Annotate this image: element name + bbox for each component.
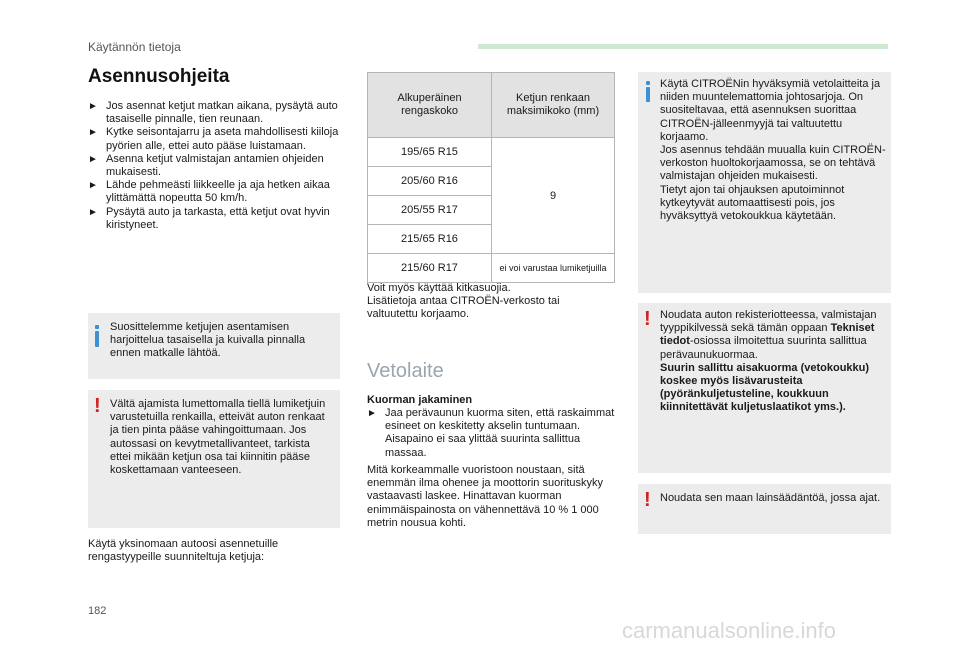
watermark: carmanualsonline.info bbox=[622, 618, 837, 643]
header-bar bbox=[478, 44, 888, 49]
warning-box: ! Vältä ajamista lumettomalla tiellä lumiketjuin varustetuilla renkailla, etteivät auton renkaat ja tien pinta pääse vahingoittumaan. Jos autossasi on kevytmetallivanteet, tarkista ettei mikään ketjun osa tai kiinnitin pääse koskettamaan vanteeseen. bbox=[88, 390, 340, 528]
arrow-bullet-icon: ► bbox=[367, 408, 377, 419]
page-number: 182 bbox=[88, 605, 107, 617]
warning-icon: ! bbox=[644, 308, 651, 330]
table-header: Ketjun renkaan maksimikoko (mm) bbox=[492, 73, 615, 138]
list-item: ► Jos asennat ketjut matkan aikana, pysäytä auto tasaiselle pinnalle, tien reunaan. bbox=[88, 100, 338, 126]
table-cell: 215/65 R16 bbox=[368, 225, 492, 254]
subheading: Kuorman jakaminen bbox=[367, 394, 473, 406]
table-header: Alkuperäinen rengaskoko bbox=[368, 73, 492, 138]
list-item: ► Asenna ketjut valmistajan antamien ohjeiden mukaisesti. bbox=[88, 152, 324, 179]
arrow-bullet-icon: ► bbox=[88, 153, 98, 165]
list-item: ► Kytke seisontajarru ja aseta mahdollisesti kiiloja pyörien alle, ettei auto pääse luistamaan. bbox=[88, 126, 339, 152]
list-item: ► Pysäytä auto ja tarkasta, että ketjut ovat hyvin kiristyneet. bbox=[88, 205, 330, 231]
table-cell: ei voi varustaa lumiketjuilla bbox=[492, 254, 615, 283]
list-item: ► Lähde pehmeästi liikkeelle ja aja hetken aikaa ylittämättä nopeutta 50 km/h. bbox=[88, 179, 330, 205]
warning-icon: ! bbox=[644, 489, 651, 511]
info-icon bbox=[646, 87, 650, 102]
altitude-paragraph: Mitä korkeammalle vuoristoon noustaan, sitä enemmän ilma ohenee ja moottorin suorituskyky vastaavasti laskee. Hinattavan kuorman enimmäispainosta on vähennettävä 10 % 1 000 metrin nousua kohti. bbox=[367, 464, 604, 529]
arrow-bullet-icon: ► bbox=[88, 127, 98, 139]
table-cell: 9 bbox=[492, 138, 615, 254]
page-title: Asennusohjeita bbox=[88, 66, 230, 87]
info-icon bbox=[95, 331, 99, 347]
after-table-text: Voit myös käyttää kitkasuojia. Lisätietoja antaa CITROËN-verkosto tai valtuutettu korjaamo. bbox=[367, 282, 560, 321]
warning-box: ! Noudata sen maan lainsäädäntöä, jossa ajat. bbox=[638, 484, 891, 534]
installation-steps bbox=[88, 100, 343, 232]
table-cell: 195/65 R15 bbox=[368, 138, 492, 167]
table-cell: 205/55 R17 bbox=[368, 196, 492, 225]
table-cell: 215/60 R17 bbox=[368, 254, 492, 283]
section-title: Käytännön tietoja bbox=[88, 40, 181, 54]
load-list bbox=[367, 407, 622, 460]
warning-box: ! Noudata auton rekisteriotteessa, valmistajan tyyppikilvessä sekä tämän oppaan Tekniset tiedot-osiossa ilmoitettua suurinta sallittua perävaunukuormaa. Suurin sallittu aisakuorma (vetokoukku) koskee myös lisävarusteita (pyöränkuljetusteline, koukkuun kiinnitettävät kuljetuslaatikot yms.). bbox=[638, 303, 891, 473]
list-item: ► Jaa perävaunun kuorma siten, että raskaimmat esineet on keskitetty akselin tuntumaan. Aisapaino ei saa ylittää suurinta sallittua massaa. bbox=[367, 407, 615, 459]
warning-icon: ! bbox=[94, 395, 101, 417]
section-heading: Vetolaite bbox=[367, 360, 444, 382]
footer-paragraph: Käytä yksinomaan autoosi asennetuille rengastyypeille suunniteltuja ketjuja: bbox=[88, 538, 279, 564]
tire-chain-table bbox=[367, 72, 615, 283]
arrow-bullet-icon: ► bbox=[88, 180, 98, 192]
arrow-bullet-icon: ► bbox=[88, 101, 98, 112]
arrow-bullet-icon: ► bbox=[88, 206, 98, 218]
info-box: Käytä CITROËNin hyväksymiä vetolaitteita ja niiden muuntelemattomia johtosarjoja. On suositeltavaa, että asennuksen suorittaa CITROËN-jälleenmyyjä tai valtuutettu korjaamo. Jos asennus tehdään muualla kuin CITROËN-verkoston huoltokorjaamossa, se on tehtävä valmistajan ohjeiden mukaisesti. Tietyt ajon tai ohjauksen aputoiminnot kytkeytyvät automaattisesti pois, jos hyväksyttyä vetokoukkua käytetään. bbox=[638, 72, 891, 293]
table-cell: 205/60 R16 bbox=[368, 167, 492, 196]
info-box: Suosittelemme ketjujen asentamisen harjoittelua tasaisella ja kuivalla pinnalla ennen matkalle lähtöä. bbox=[88, 313, 340, 379]
